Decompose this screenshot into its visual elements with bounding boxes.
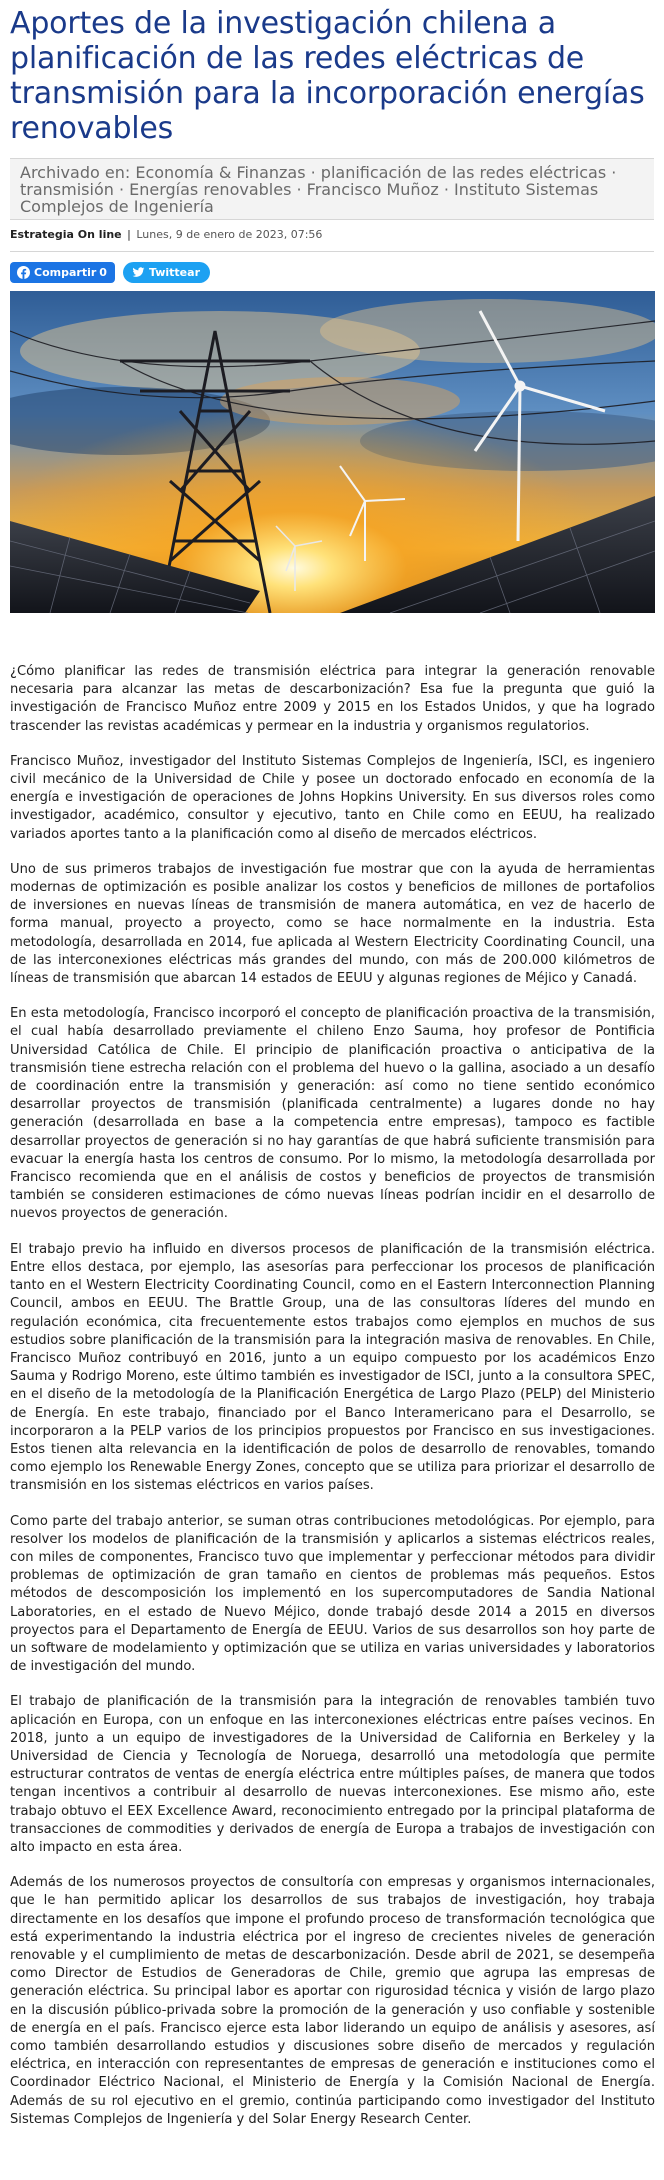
- twitter-share-label: Twittear: [148, 266, 200, 279]
- facebook-icon: [17, 266, 30, 279]
- paragraph-7: El trabajo de planificación de la transmisión para la integración de renovables también tuvo aplicación en Europa, con un enfoque en las interconexiones eléctricas entre países vecinos. En 2018, junto a un equipo de investigadores de la Universidad de California en Berkeley y la Universidad de Ciencia y Tecnología de Noruega, desarrolló una metodología que permite estructurar contratos de ventas de energía eléctrica entre múltiples países, de manera que todos tengan incentivos a contribuir al desarrollo de nuevas interconexiones. Ese mismo año, este trabajo obtuvo el EEX Excellence Award, reconocimiento entregado por la principal plataforma de transacciones de commodities y derivados de energía de Europa a trabajos de investigación con alto impacto en esta área.: [10, 1694, 655, 1855]
- article-title: Aportes de la investigación chilena a planificación de las redes eléctricas de transmisión para la incorporación energías renovables: [10, 6, 645, 146]
- share-bar: [10, 252, 654, 291]
- paragraph-8: Además de los numerosos proyectos de consultoría con empresas y organismos internacionales, que le han permitido aplicar los desarrollos de sus trabajos de investigación, hoy trabaja directamente en los desafíos que impone el profundo proceso de transformación tecnológica que está experimentando la industria eléctrica por el ingreso de crecientes niveles de generación renovable y el cumplimiento de metas de descarbonización. Desde abril de 2021, se desempeña como Director de Estudios de Generadoras de Chile, gremio que agrupa las empresas de generación eléctrica. Su principal labor es aportar con rigurosidad técnica y visión de largo plazo en la discusión público-privada sobre la promoción de la generación y uso confiable y sostenible de energía en el país. Francisco ejerce esta labor liderando un equipo de análisis y asesores, así como también desarrollando estudios y discusiones sobre diseño de mercados y regulación eléctrica, en interacción con representantes de empresas de generación e instituciones como el Coordinador Eléctrico Nacional, el Ministerio de Energía y la Comisión Nacional de Energía. Además de su rol ejecutivo en el gremio, continúa participando como investigador del Instituto Sistemas Complejos de Ingeniería y del Solar Energy Research Center.: [10, 1875, 655, 2127]
- facebook-share-button[interactable]: [10, 262, 115, 283]
- tags-line: [20, 164, 644, 215]
- paragraph-1: ¿Cómo planificar las redes de transmisión eléctrica para integrar la generación renovable necesaria para alcanzar las metas de descarbonización? Esa fue la pregunta que guió la investigación de Francisco Muñoz entre 2009 y 2015 en los Estados Unidos, y que ha logrado trascender las revistas académicas y permear en la industria y organismos regulatorios.: [10, 664, 655, 734]
- facebook-share-count: 0: [99, 266, 107, 279]
- archived-label: Archivado en:: [20, 163, 131, 182]
- facebook-share-label: Compartir: [34, 266, 97, 279]
- twitter-bird-icon: [132, 266, 145, 279]
- hero-image-power-lines-wind-turbines: [10, 291, 655, 613]
- author: Estrategia On line: [10, 228, 122, 241]
- article-body: [10, 663, 654, 2129]
- publish-date: Lunes, 9 de enero de 2023, 07:56: [136, 228, 323, 241]
- paragraph-6: Como parte del trabajo anterior, se suman otras contribuciones metodológicas. Por ejemplo, para resolver los modelos de planificación de la transmisión y aplicarlos a sistemas eléctricos reales, con miles de componentes, Francisco tuvo que implementar y perfeccionar métodos para dividir problemas de optimización de gran tamaño en cientos de problemas más pequeños. Estos métodos de descomposición los implementó en los supercomputadores de Sandia National Laboratories, en el estado de Nuevo Méjico, donde trabajó desde 2014 a 2015 en diversos proyectos para el Departamento de Energía de EEUU. Varios de sus desarrollos son hoy parte de un software de modelamiento y optimización que se utiliza en varias universidades y laboratorios de investigación del mundo.: [10, 1513, 655, 1675]
- byline-separator: |: [127, 228, 131, 241]
- tags-box: [10, 158, 654, 220]
- paragraph-3: Uno de sus primeros trabajos de investigación fue mostrar que con la ayuda de herramientas modernas de optimización es posible analizar los costos y beneficios de millones de portafolios de inversiones en nuevas líneas de transmisión de manera automática, en vez de hacerlo de forma manual, proyecto a proyecto, como se hace normalmente en la industria. Esta metodología, desarrollada en 2014, fue aplicada al Western Electricity Coordinating Council, una de las interconexiones eléctricas más grandes del mundo, con más de 200.000 kilómetros de líneas de transmisión que abarcan 14 estados de EEUU y algunas regiones de Méjico y Canadá.: [10, 861, 655, 987]
- byline: [10, 220, 654, 252]
- twitter-share-button[interactable]: [123, 262, 210, 283]
- paragraph-4: En esta metodología, Francisco incorporó el concepto de planificación proactiva de la transmisión, el cual había desarrollado previamente el chileno Enzo Sauma, hoy profesor de Pontificia Universidad Católica de Chile. El principio de planificación proactiva o anticipativa de la transmisión tiene estrecha relación con el problema del huevo o la gallina, asociado a un desafío de coordinación entre la transmisión y generación: así como no tiene sentido económico desarrollar proyectos de transmisión (planificada centralmente) a lugares donde no hay generación (desarrollada en base a la competencia entre empresas), tampoco es factible desarrollar proyectos de generación si no hay garantías de que habrá suficiente transmisión para evacuar la energía hasta los centros de consumo. Por lo mismo, la metodología desarrollada por Francisco recomienda que en el análisis de costos y beneficios de proyectos de transmisión también se consideren estimaciones de cómo nuevas líneas podrían incidir en el desarrollo de nuevos proyectos de generación.: [10, 1006, 655, 1222]
- tags-list[interactable]: Economía & Finanzas · planificación de las redes eléctricas · transmisión · Energías renovables · Francisco Muñoz · Instituto Sistemas Complejos de Ingeniería: [20, 163, 617, 216]
- paragraph-2: Francisco Muñoz, investigador del Instituto Sistemas Complejos de Ingeniería, ISCI, es ingeniero civil mecánico de la Universidad de Chile y posee un doctorado enfocado en economía de la energía e investigación de operaciones de Johns Hopkins University. En sus diversos roles como investigador, académico, consultor y ejecutivo, tanto en Chile como en EEUU, ha realizado variados aportes tanto a la planificación como al diseño de mercados eléctricos.: [10, 753, 655, 842]
- paragraph-5: El trabajo previo ha influido en diversos procesos de planificación de la transmisión eléctrica. Entre ellos destaca, por ejemplo, las asesorías para perfeccionar los procesos de planificación tanto en el Western Electricity Coordinating Council, como en el Eastern Interconnection Planning Council, ambos en EEUU. The Brattle Group, una de las consultoras líderes del mundo en regulación económica, cita frecuentemente estos trabajos como ejemplos en muchos de sus estudios sobre planificación de la transmisión para la integración masiva de renovables. En Chile, Francisco Muñoz contribuyó en 2016, junto a un equipo compuesto por los académicos Enzo Sauma y Rodrigo Moreno, este último también es investigador de ISCI, junto a la consultora SPEC, en el diseño de la metodología de la Planificación Energética de Largo Plazo (PELP) del Ministerio de Energía. En este trabajo, financiado por el Banco Interamericano para el Desarrollo, se incorporaron a la PELP varios de los principios propuestos por Francisco en sus investigaciones. Estos tienen alta relevancia en la identificación de polos de desarrollo de renovables, tomando como ejemplo los Renewable Energy Zones, concepto que se utiliza para priorizar el desarrollo de transmisión en los sistemas eléctricos en varios países.: [10, 1241, 655, 1494]
